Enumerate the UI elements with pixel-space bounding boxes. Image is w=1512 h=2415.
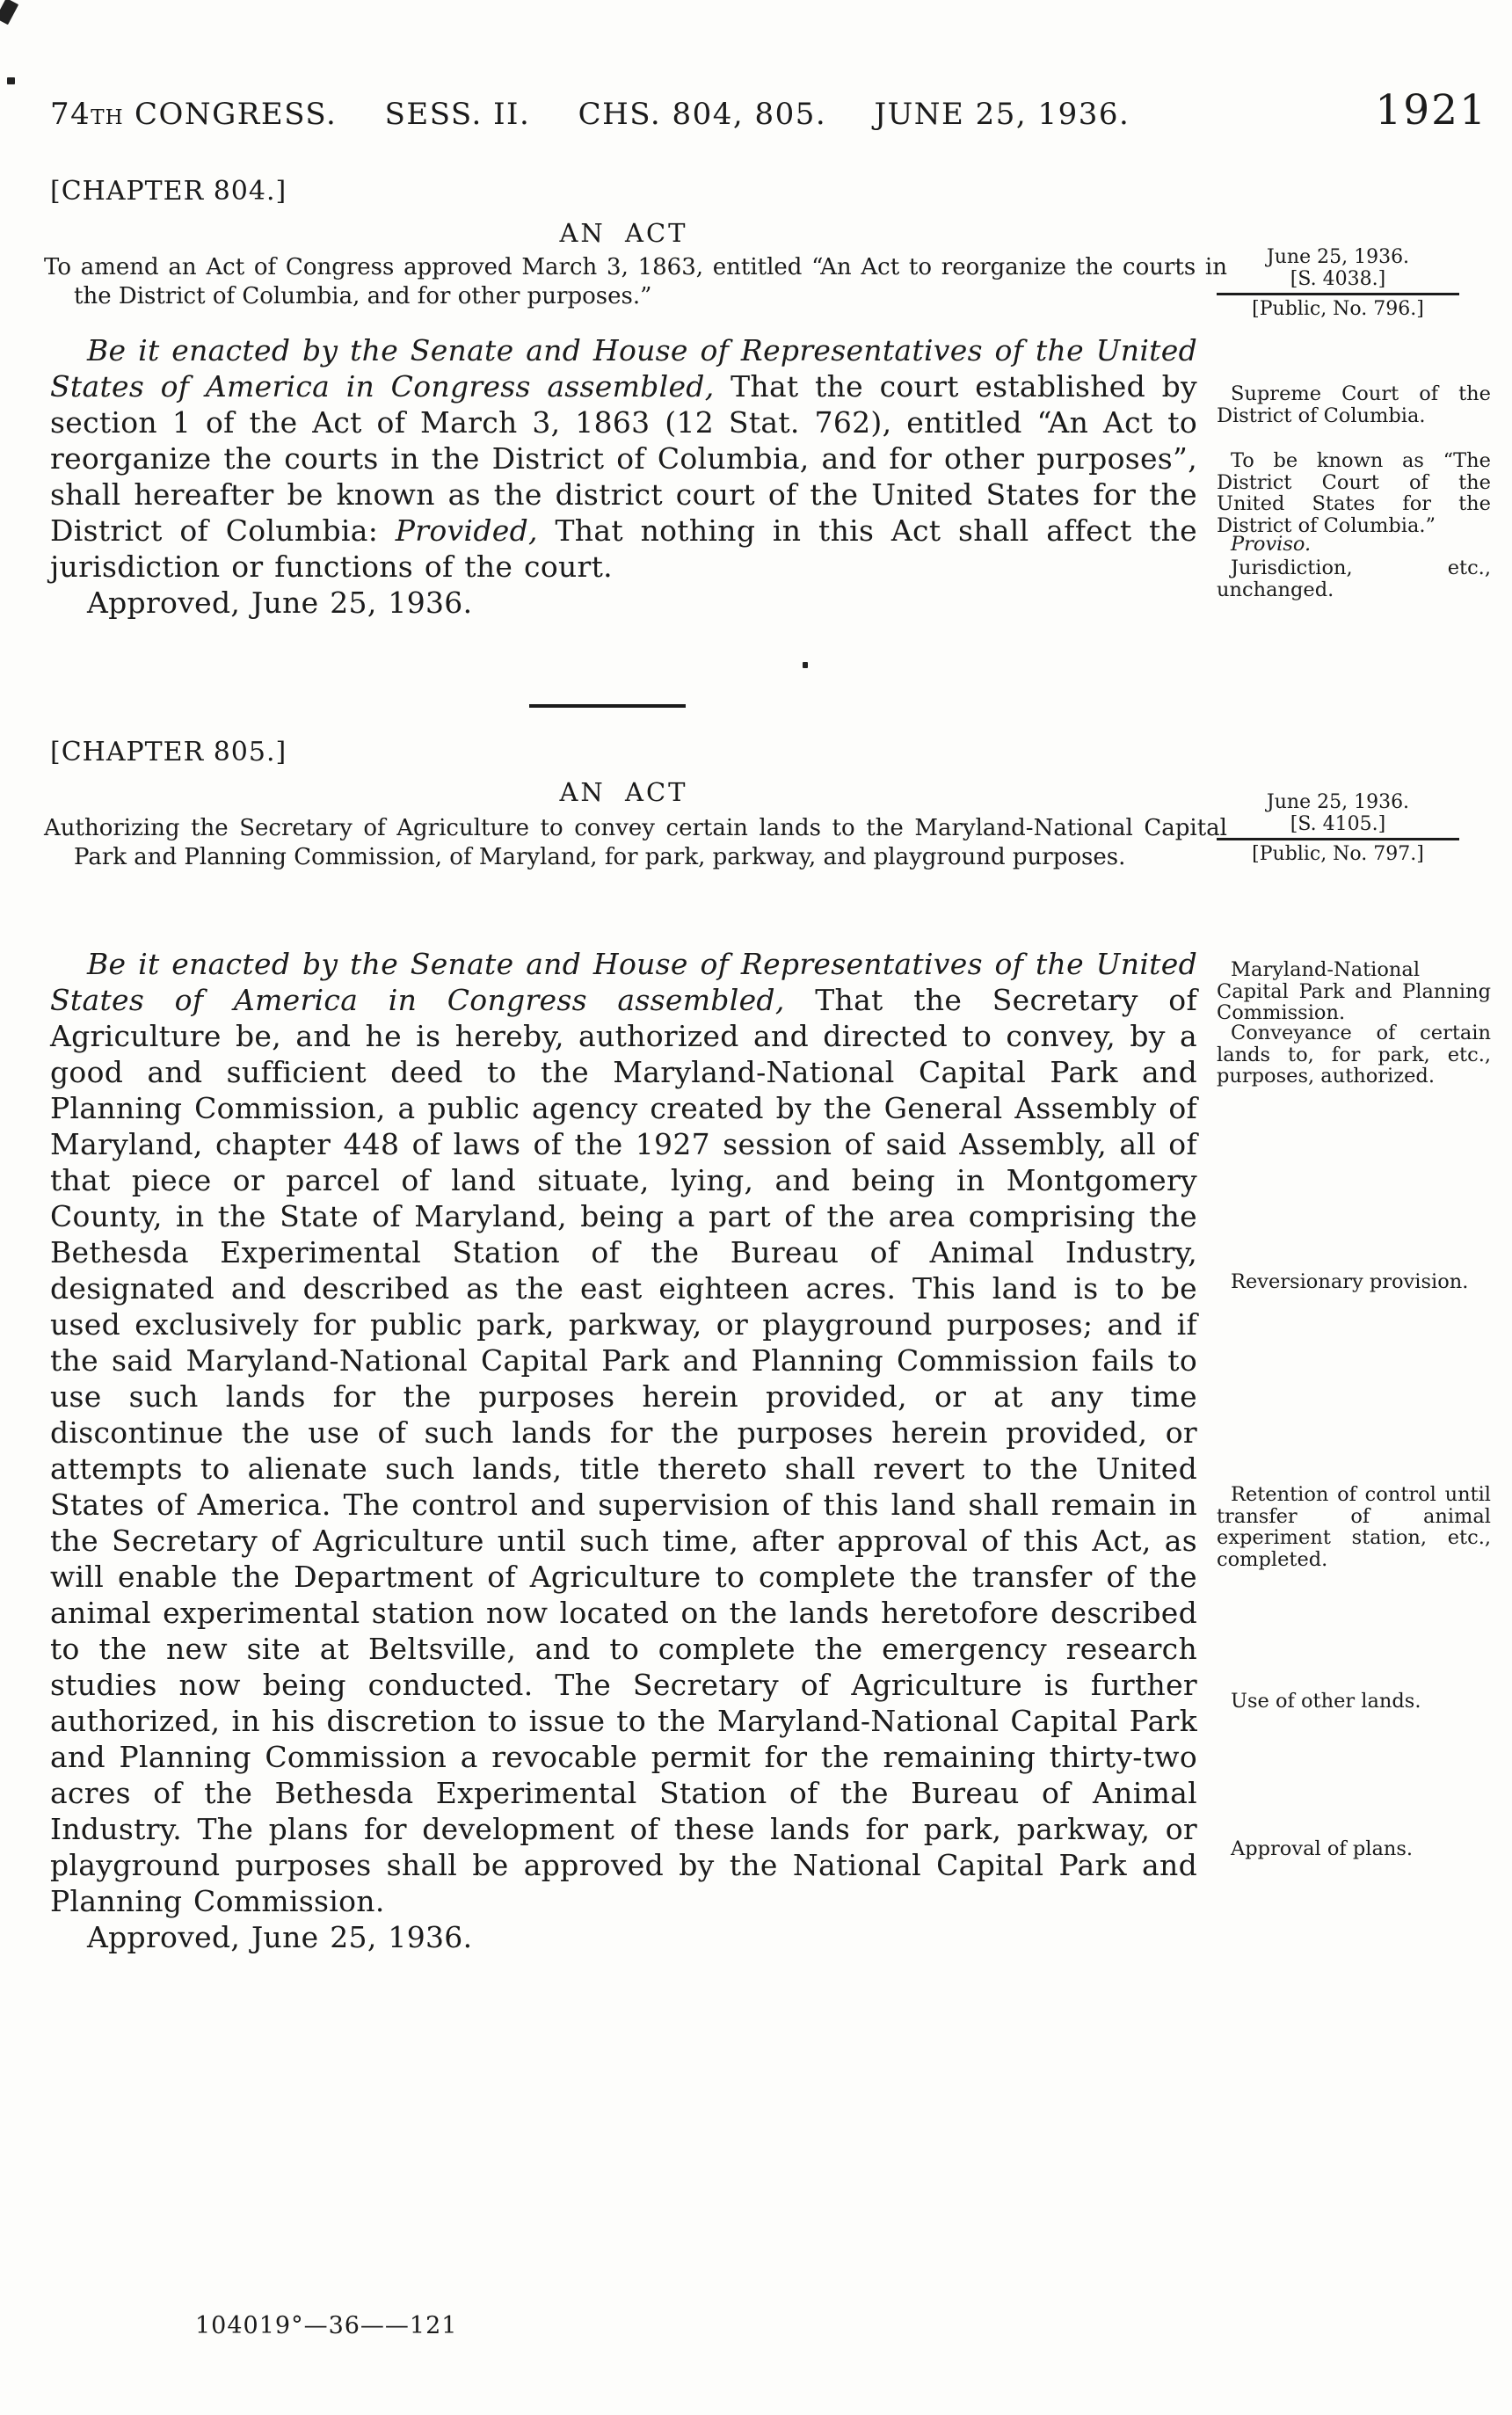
chapter-804-label: [CHAPTER 804.]: [50, 176, 287, 207]
chapter-805-approved: Approved, June 25, 1936.: [87, 1920, 473, 1954]
enacting-clause: Be it enacted by the Senate and House of Representatives of the United States of America in Congress assembled,: [50, 947, 1197, 1017]
scan-artifact: [803, 662, 808, 668]
chapter-805-headnote: [1217, 791, 1459, 865]
body-text: That nothing in this Act shall affect the jurisdiction or functions of the court.: [50, 513, 1197, 584]
chapter-805-paragraph: [50, 946, 1197, 1919]
enacting-clause: Be it enacted by the Senate and House of Representatives of the United States of America in Congress assembled,: [50, 333, 1197, 404]
header-session: SESS. II.: [384, 97, 531, 132]
margin-note: Maryland-National Capital Park and Planning Commission.: [1217, 958, 1491, 1024]
headnote-rule: [1217, 838, 1459, 840]
body-text: That the Secretary of Agriculture be, and he is hereby, authorized and directed to convey, by a good and sufficient deed to the Maryland-National Capital Park and Planning Commission, a public agency created by the General Assembly of Maryland, chapter 448 of laws of the 1927 session of said Assembly, all of that piece or parcel of land situate, lying, and being in Montgomery County, in the State of Maryland, being a part of the area comprising the Bethesda Experimental Station of the Bureau of Animal Industry, designated and described as the east eighteen acres. This land is to be used exclusively for public park, parkway, or playground purposes; and if the said Maryland-National Capital Park and Planning Commission fails to use such lands for the purposes herein provided, or at any time discontinue the use of such lands for the purposes herein provided, or attempts to alienate such lands, title thereto shall revert to the United States of America. The control and supervision of this land shall remain in the Secretary of Agriculture until such time, after approval of this Act, as will enable the Department of Agriculture to complete the transfer of the animal experimental station now located on the lands heretofore described to the new site at Beltsville, and to complete the emergency research studies now being conducted. The Secretary of Agriculture is further authorized, in his discretion to issue to the Maryland-National Capital Park and Planning Commission a revocable permit for the remaining thirty-two acres of the Bethesda Experimental Station of the Bureau of Animal Industry. The plans for development of these lands for park, parkway, or playground purposes shall be approved by the National Capital Park and Planning Commission.: [50, 983, 1197, 1918]
margin-note: Reversionary provision.: [1231, 1270, 1469, 1293]
headnote-rule: [1217, 293, 1459, 295]
scan-artifact: [7, 77, 15, 84]
chapter-805-label: [CHAPTER 805.]: [50, 737, 287, 767]
page-number: 1921: [1375, 86, 1487, 135]
headnote-date: June 25, 1936.: [1266, 246, 1410, 268]
headnote-date: June 25, 1936.: [1266, 791, 1410, 813]
margin-note: To be known as “The District Court of the United States for the District of Columbia.”: [1217, 449, 1491, 537]
running-header: [50, 97, 1130, 132]
footer-signature-mark: 104019°—36——121: [195, 2312, 458, 2339]
chapter-804-body: [50, 332, 1197, 621]
header-chapters: CHS. 804, 805.: [578, 97, 827, 132]
chapter-divider: [529, 704, 686, 708]
margin-note: Proviso.: [1231, 533, 1312, 556]
congress-number: 74: [50, 97, 91, 132]
congress-word: CONGRESS.: [134, 97, 338, 132]
header-date: JUNE 25, 1936.: [874, 97, 1130, 132]
margin-note: Approval of plans.: [1231, 1837, 1414, 1860]
scan-artifact: [0, 0, 18, 25]
margin-note: Retention of control until transfer of animal experiment station, etc., completed.: [1217, 1483, 1491, 1571]
headnote-public-number: [Public, No. 796.]: [1252, 298, 1424, 320]
headnote-bill-number: [S. 4038.]: [1290, 268, 1386, 290]
margin-note: Conveyance of certain lands to, for park, etc., purposes, authorized.: [1217, 1022, 1491, 1087]
chapter-804-headnote: [1217, 246, 1459, 320]
chapter-804-act-heading: AN ACT: [559, 218, 688, 248]
margin-note: Use of other lands.: [1231, 1690, 1421, 1713]
chapter-805-act-title: Authorizing the Secretary of Agriculture to convey certain lands to the Maryland-National Capital Park and Planning Commission, of Maryland, for park, parkway, and playground purposes.: [44, 815, 1227, 870]
headnote-public-number: [Public, No. 797.]: [1252, 843, 1424, 865]
margin-note: Supreme Court of the District of Columbia.: [1217, 382, 1491, 427]
body-text: That the court established by section 1 of the Act of March 3, 1863 (12 Stat. 762), entitled “An Act to reorganize the courts in the District of Columbia, and for other purposes”, shall hereafter be known as the district court of the United States for the District of Columbia:: [50, 369, 1197, 548]
chapter-804-paragraph: [50, 332, 1197, 585]
chapter-804-act-title: To amend an Act of Congress approved March 3, 1863, entitled “An Act to reorganize the courts in the District of Columbia, and for other purposes.”: [44, 254, 1227, 309]
chapter-805-act-heading: AN ACT: [559, 777, 688, 807]
congress-ordinal: TH: [91, 106, 124, 129]
header-congress: [50, 97, 337, 132]
chapter-805-body: [50, 946, 1197, 1955]
margin-note: Jurisdiction, etc., unchanged.: [1217, 556, 1491, 601]
proviso-term: Provided,: [395, 513, 538, 548]
chapter-804-approved: Approved, June 25, 1936.: [87, 586, 473, 620]
headnote-bill-number: [S. 4105.]: [1290, 813, 1386, 835]
